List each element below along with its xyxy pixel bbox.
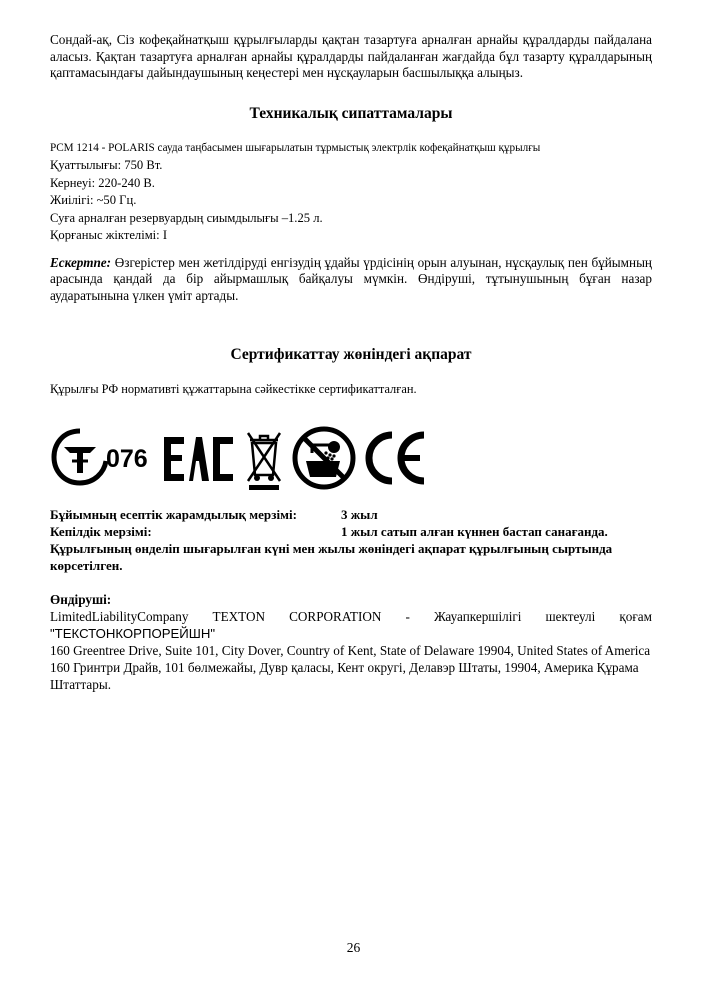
spec-model: PCM 1214 - POLARIS сауда таңбасымен шығарылатын тұрмыстық электрлік кофеқайнатқыш құрылғы [50,141,541,154]
mfr-word: - [405,608,410,624]
no-dishwasher-icon [288,423,360,493]
eac-label: EAC [158,422,160,424]
spec-power: Қуаттылығы: 750 Вт. [50,158,163,172]
spec-protection-class: Қорғаныс жіктелімі: I [50,228,168,242]
mfr-word: қоғам [619,608,652,624]
manufacturer-address-kk: 160 Гринтри Драйв, 101 бөлмежайы, Дувр қаласы, Кент округі, Делавэр Штаты, 19904, Америка Құрама Штаттары. [50,659,639,692]
mfr-word: LimitedLiabilityCompany [50,608,189,624]
manufacturer-label: Өндіруші: [50,591,112,607]
service-life-value: 3 жыл [341,506,378,522]
spec-voltage: Кернеуі: 220-240 В. [50,175,155,190]
spec-frequency: Жиілігі: ~50 Гц. [50,193,137,207]
warranty-row [50,523,652,540]
note-paragraph [50,255,652,305]
manufacturer-line-1 [50,608,652,625]
ce-label: CE [360,422,362,424]
service-life-label: Бұйымның есептік жарамдылық мерзімі: [50,506,297,522]
service-info [50,506,652,574]
tech-specs-list [50,140,652,245]
certification-heading: Сертификаттау жөніндегі ақпарат [230,346,472,363]
spec-reservoir: Суға арналған резервуардың сиымдылығы –1.25 л. [50,210,323,225]
certification-logos [50,423,652,493]
rst-mark-icon [50,423,158,493]
mfr-word: шектеулі [545,608,596,624]
note-label: Ескертпе: [50,254,112,270]
manufacture-date-note: Құрылғының өнделіп шығарылған күні мен жылы жөніндегі ақпарат құрылғының сыртында көрсетілген. [50,540,613,573]
manufacturer-block [50,591,652,693]
warranty-label: Кепілдік мерзімі: [50,523,152,539]
intro-paragraph: Сондай-ақ, Сіз кофеқайнатқыш құрылғыларды қақтан тазартуға арналған арнайы құралдарды пайдалана алаcыз. Қақтан тазартуға арналған арнайы құралдарды пайдаланған жағдайда бұл тазарту құралдарының қаптамасындағы дайындаушының кеңестері мен нұсқауларын басшылыққа алыңыз. [50,32,652,80]
rst-code: 076 [106,444,148,473]
tech-specs-heading: Техникалық сипаттамалары [249,104,453,122]
document-page [50,32,652,693]
page-number: 26 [346,940,361,955]
mfr-word: Жауапкершілігі [433,608,522,624]
mfr-word: TEXTON [212,608,266,624]
manufacturer-line-2: "ТЕКСТОНКОРПОРЕЙШН" [50,625,216,641]
warranty-value: 1 жыл сатып алған күннен бастап санағанда. [341,523,608,539]
eac-mark-icon [158,423,240,493]
service-life-row [50,506,652,523]
ce-mark-icon [360,423,430,493]
note-text: Өзгерістер мен жетілдіруді енгізудің ұдайы үрдісінің орын алуынан, нұсқаулық пен бұйымның арасында қандай да бір айырмашлық байқалуы мүмкін. Өндіруші, тұтынушының бұған назар аударатынына үлкен үміт артады. [50,254,652,303]
mfr-word: CORPORATION [289,608,382,624]
weee-bin-icon [240,423,288,493]
certification-text: Құрылғы РФ нормативті құжаттарына сәйкестікке сертификатталған. [50,382,417,396]
manufacturer-address-en: 160 Greentree Drive, Suite 101, City Dover, Country of Kent, State of Delaware 19904, United States of America [50,642,651,658]
